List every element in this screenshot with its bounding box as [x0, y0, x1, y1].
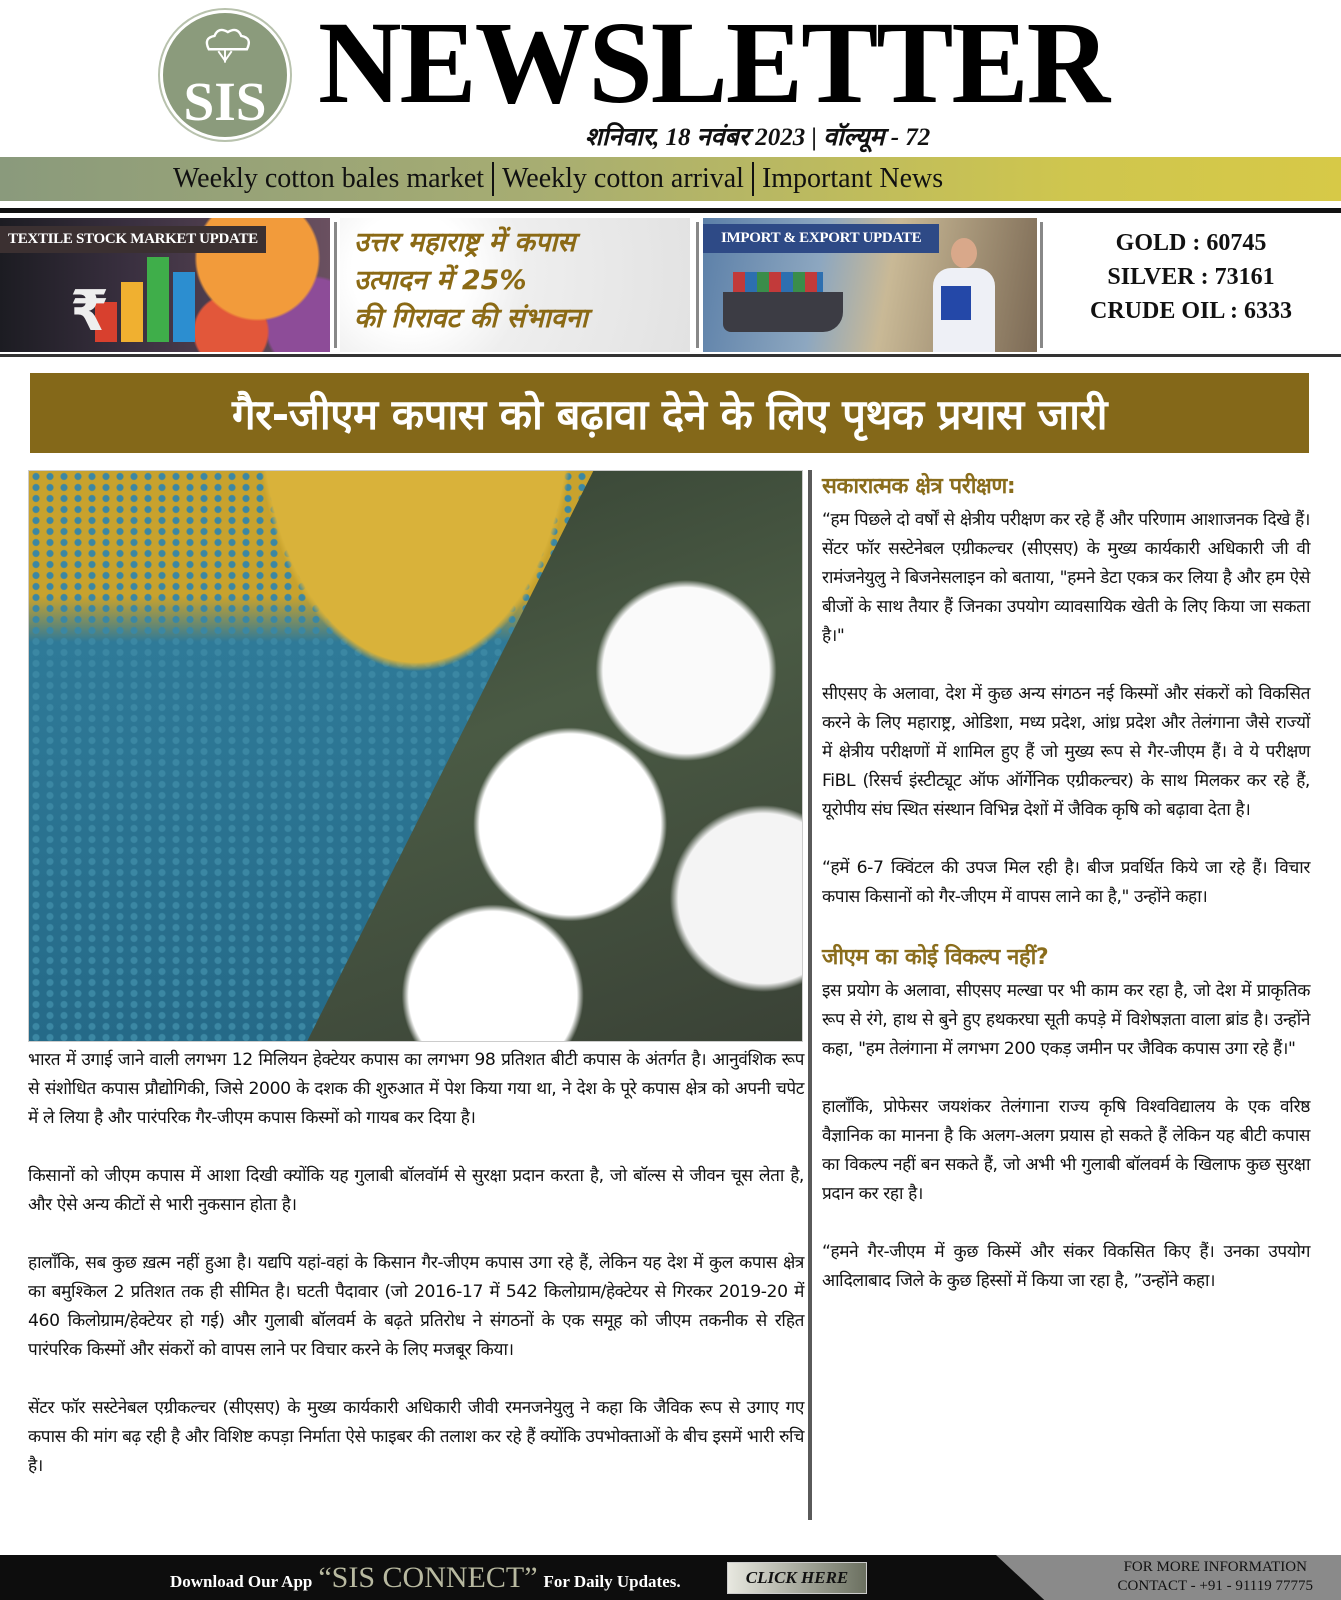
contact-info: FOR MORE INFORMATION CONTACT - +91 - 91119 77775	[1117, 1559, 1313, 1594]
paragraph: किसानों को जीएम कपास में आशा दिखी क्योंकि यह गुलाबी बॉलवॉर्म से सुरक्षा प्रदान करता है, जो बॉल्स से जीवन चूस लेता है, और ऐसे अन्य कीटों से भारी नुकसान होता है।	[28, 1166, 804, 1215]
nav-weekly-cotton-bales-market[interactable]: Weekly cotton bales market	[173, 163, 485, 194]
app-download-cta: Download Our App “SIS CONNECT” For Daily Updates.	[170, 1561, 681, 1594]
divider	[1040, 222, 1043, 348]
section-nav	[0, 157, 1341, 201]
crude-oil-price: CRUDE OIL : 6333	[1089, 298, 1293, 324]
commodity-prices	[1046, 226, 1336, 328]
seeds-and-cotton-image	[28, 470, 803, 1042]
maharashtra-cotton-headline-banner[interactable]	[340, 218, 690, 352]
svg-text:SIS: SIS	[183, 70, 267, 132]
paragraph: भारत में उगाई जाने वाली लगभग 12 मिलियन हेक्टेयर कपास का लगभग 98 प्रतिशत बीटी कपास के अंतर्गत है। आनुवंशिक रूप से संशोधित कपास प्रौद्योगिकी, जिसे 2000 के दशक की शुरुआत में पेश किया गया था, ने देश के पूरे कपास क्षेत्र को अपनी चपेट में ले लिया है और पारंपरिक गैर-जीएम कपास किस्मों को गायब कर दिया है।	[28, 1050, 804, 1128]
cotton-boll-logo-icon	[163, 13, 287, 137]
worker-illustration	[933, 238, 993, 352]
textile-stock-tag: TEXTILE STOCK MARKET UPDATE	[0, 226, 266, 253]
paragraph: सेंटर फॉर सस्टेनेबल एग्रीकल्चर (सीएसए) के मुख्य कार्यकारी अधिकारी जीवी रमनजनेयुलु ने कहा कि जैविक रूप से उगाए गए कपास की मांग बढ़ रही है और विशिष्ट कपड़ा निर्माता ऐसे फाइबर की तलाश कर रहे हैं क्योंकि उपभोक्ताओं के बीच इसमें भारी रुचि है।	[28, 1398, 804, 1476]
section-heading-no-alternative: जीएम का कोई विकल्प नहीं?	[822, 945, 1049, 970]
click-here-button[interactable]: CLICK HERE	[727, 1562, 867, 1594]
footer-bar	[0, 1555, 1341, 1600]
section-heading-field-trials: सकारात्मक क्षेत्र परीक्षण:	[822, 474, 1016, 499]
masthead	[0, 0, 1341, 156]
divider	[334, 222, 337, 348]
column-divider	[808, 470, 812, 1520]
sis-logo	[160, 10, 290, 140]
paragraph: “हमने गैर-जीएम में कुछ किस्में और संकर विकसित किए हैं। उनका उपयोग आदिलाबाद जिले के कुछ हिस्सों में किया जा रहा है, ”उन्होंने कहा।	[822, 1242, 1310, 1291]
paragraph: हालाँकि, प्रोफेसर जयशंकर तेलंगाना राज्य कृषि विश्वविद्यालय के एक वरिष्ठ वैज्ञानिक का मानना है कि अलग-अलग प्रयास हो सकते हैं लेकिन यह बीटी कपास का विकल्प नहीं बन सकते हैं, जो अभी भी गुलाबी बॉलवर्म के खिलाफ कुछ सुरक्षा प्रदान कर रहा है।	[822, 1097, 1310, 1204]
divider	[696, 222, 699, 348]
nav-important-news[interactable]: Important News	[761, 163, 944, 194]
article-headline-bar	[30, 373, 1309, 453]
dateline: शनिवार, 18 नवंबर 2023 | वॉल्यूम - 72	[585, 124, 931, 151]
containers-graphic	[733, 272, 823, 294]
rupee-icon: ₹	[70, 279, 109, 344]
app-name: “SIS CONNECT”	[318, 1561, 538, 1594]
nav-weekly-cotton-arrival[interactable]: Weekly cotton arrival	[502, 163, 744, 194]
paragraph: इस प्रयोग के अलावा, सीएसए मल्खा पर भी काम कर रहा है, जो देश में प्राकृतिक रूप से रंगे, हाथ से बुने हुए हथकरघा सूती कपड़े में विशेषज्ञता वाला ब्रांड है। उन्होंने कहा, "हम तेलंगाना में लगभग 200 एकड़ जमीन पर जैविक कपास उगा रहे हैं।"	[822, 981, 1310, 1059]
cargo-ship-icon	[723, 292, 843, 332]
textile-stock-market-banner[interactable]	[0, 218, 330, 352]
gold-price: GOLD : 60745	[1115, 230, 1267, 256]
newsletter-title: NEWSLETTER	[318, 0, 1109, 128]
contact-phone[interactable]: CONTACT - +91 - 91119 77775	[1117, 1578, 1313, 1594]
import-export-tag: IMPORT & EXPORT UPDATE	[703, 224, 939, 253]
divider	[0, 208, 1341, 213]
banner-headline: उत्तर महाराष्ट्र में कपास उत्पादन में 25% की गिरावट की संभावना	[354, 227, 588, 334]
bar-chart-graphic	[95, 257, 195, 342]
paragraph: हालाँकि, सब कुछ ख़त्म नहीं हुआ है। यद्यपि यहां-वहां के किसान गैर-जीएम कपास उगा रहे हैं, लेकिन यह देश में कुल कपास क्षेत्र का बमुश्किल 2 प्रतिशत तक ही सीमित है। घटती पैदावार (जो 2016-17 में 542 किलोग्राम/हेक्टेयर से गिरकर 2019-20 में 460 किलोग्राम/हेक्टेयर हो गई) और गुलाबी बॉलवर्म के बढ़ते प्रतिरोध ने संगठनों के एक समूह को जीएम तकनीक से रहित पारंपरिक किस्मों और संकरों को वापस लाने पर विचार करने के लिए मजबूर किया।	[28, 1253, 804, 1360]
article-headline: गैर-जीएम कपास को बढ़ावा देने के लिए पृथक प्रयास जारी	[231, 389, 1107, 439]
paragraph: सीएसए के अलावा, देश में कुछ अन्य संगठन नई किस्मों और संकरों को विकसित करने के लिए महाराष्ट्र, ओडिशा, मध्य प्रदेश, आंध्र प्रदेश और तेलंगाना जैसे राज्यों में क्षेत्रीय परीक्षणों में शामिल हुए हैं जो मुख्य रूप से गैर-जीएम हैं। वे ये परीक्षण FiBL (रिसर्च इंस्टीट्यूट ऑफ ऑर्गेनिक एग्रीकल्चर) के साथ मिलकर कर रहे हैं, यूरोपीय संघ स्थित संस्थान विभिन्न देशों में जैविक कृषि को बढ़ावा देता है।	[822, 684, 1310, 820]
paragraph: “हमें 6-7 क्विंटल की उपज मिल रही है। बीज प्रवर्धित किये जा रहे हैं। विचार कपास किसानों को गैर-जीएम में वापस लाने का है," उन्होंने कहा।	[822, 858, 1310, 907]
article-right-column	[822, 470, 1310, 1325]
silver-price: SILVER : 73161	[1107, 264, 1275, 290]
divider	[0, 354, 1341, 357]
import-export-banner[interactable]	[703, 218, 1037, 352]
paragraph: “हम पिछले दो वर्षों से क्षेत्रीय परीक्षण कर रहे हैं और परिणाम आशाजनक दिखे हैं। सेंटर फॉर सस्टेनेबल एग्रीकल्चर (सीएसए) के मुख्य कार्यकारी अधिकारी जी वी रामंजनेयुलु ने बिजनेसलाइन को बताया, "हमने डेटा एकत्र कर लिया है और हम ऐसे बीजों के साथ तैयार हैं जिनका उपयोग व्यावसायिक खेती के लिए किया जा सकता है।"	[822, 510, 1310, 646]
article-left-column	[28, 1046, 804, 1510]
